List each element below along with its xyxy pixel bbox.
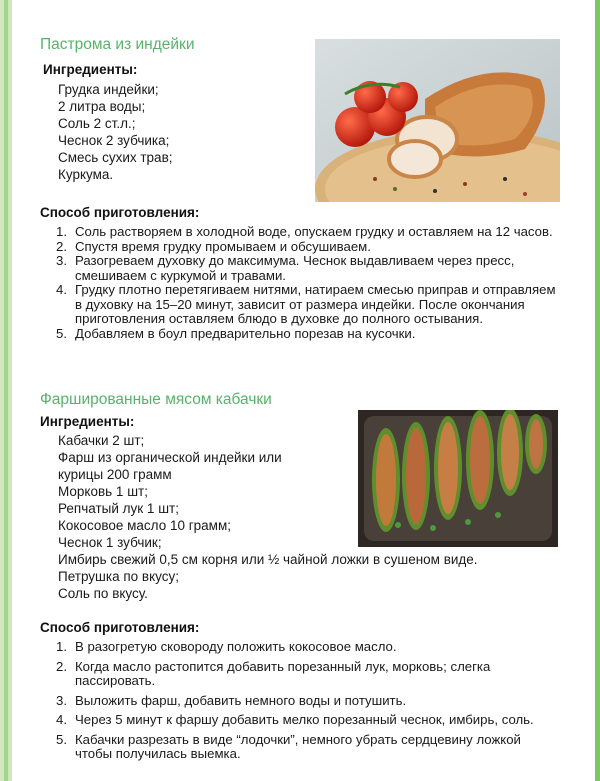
step-item xyxy=(56,240,556,255)
step-item xyxy=(56,640,556,655)
step-item xyxy=(56,733,556,762)
right-decorative-bar xyxy=(595,0,600,781)
recipe2-ingredient-list xyxy=(58,432,558,602)
recipe1-method-label: Способ приготовления: xyxy=(40,205,200,220)
list-item: 2 литра воды; xyxy=(58,99,146,114)
step-text: В разогретую сковороду положить кокосовое масло. xyxy=(75,639,397,654)
step-text: Разогреваем духовку до максимума. Чеснок выдавливаем через пресс, смешиваем с куркумой и травами. xyxy=(75,253,515,283)
step-item xyxy=(56,254,556,283)
step-item xyxy=(56,694,556,709)
step-number: 1. xyxy=(56,224,67,239)
list-item: Чеснок 1 зубчик; xyxy=(58,535,162,550)
step-item xyxy=(56,660,556,689)
step-text: Через 5 минут к фаршу добавить мелко порезанный чеснок, имбирь, соль. xyxy=(75,712,534,727)
step-item xyxy=(56,225,556,240)
recipe2-ingredients-label: Ингредиенты: xyxy=(40,414,135,429)
step-text: Выложить фарш, добавить немного воды и потушить. xyxy=(75,692,407,708)
step-text: Спустя время грудку промываем и обсушиваем. xyxy=(75,238,371,254)
step-text: Когда масло растопится добавить порезанный лук, морковь; слегка пассировать. xyxy=(75,658,491,688)
step-text: Добавляем в боул предварительно порезав на кусочки. xyxy=(75,325,416,341)
list-item: Соль по вкусу. xyxy=(58,586,148,601)
recipe2-title: Фаршированные мясом кабачки xyxy=(40,391,272,408)
recipe1-title: Пастрома из индейки xyxy=(40,36,195,53)
recipe1-ingredient-list xyxy=(58,81,308,183)
left-decorative-bar xyxy=(0,0,12,781)
list-item: Имбирь свежий 0,5 см корня или ½ чайной ложки в сушеном виде. xyxy=(58,552,478,567)
turkey-pastrami-photo xyxy=(315,39,560,202)
step-text: Грудку плотно перетягиваем нитями, натираем смесью приправ и отправляем в духовку на 15–20 минут, зависит от размера индейки. После окончания приготовления оставляем блюдо в духовке до полного остывания. xyxy=(75,282,556,326)
list-item: Кокосовое масло 10 грамм; xyxy=(58,518,231,533)
step-number: 2. xyxy=(56,658,67,674)
list-item: Морковь 1 шт; xyxy=(58,484,148,499)
list-item: Чеснок 2 зубчика; xyxy=(58,133,170,148)
recipe1-steps xyxy=(56,225,556,341)
step-number: 5. xyxy=(56,731,67,747)
list-item: Грудка индейки; xyxy=(58,82,159,97)
step-number: 4. xyxy=(56,712,67,727)
list-item: Кабачки 2 шт; xyxy=(58,433,145,448)
step-text: Соль растворяем в холодной воде, опускаем грудку и оставляем на 12 часов. xyxy=(75,224,553,239)
recipe2-method-label: Способ приготовления: xyxy=(40,620,200,635)
list-item: Репчатый лук 1 шт; xyxy=(58,501,179,516)
list-item: Куркума. xyxy=(58,167,114,182)
step-text: Кабачки разрезать в виде “лодочки”, немного убрать сердцевину ложкой чтобы получилась выемка. xyxy=(75,731,521,761)
step-number: 3. xyxy=(56,253,67,268)
step-number: 3. xyxy=(56,692,67,708)
step-item xyxy=(56,713,556,728)
list-item: Соль 2 ст.л.; xyxy=(58,116,136,131)
recipe2-steps xyxy=(56,640,556,762)
step-item xyxy=(56,283,556,327)
recipe1-ingredients-label: Ингредиенты: xyxy=(43,62,138,77)
list-item: курицы 200 грамм xyxy=(58,467,172,482)
list-item: Смесь сухих трав; xyxy=(58,150,173,165)
list-item: Петрушка по вкусу; xyxy=(58,569,179,584)
step-number: 1. xyxy=(56,639,67,654)
step-number: 2. xyxy=(56,238,67,254)
step-number: 4. xyxy=(56,282,67,297)
list-item: Фарш из органической индейки или xyxy=(58,450,282,465)
step-number: 5. xyxy=(56,325,67,341)
step-item xyxy=(56,327,556,342)
